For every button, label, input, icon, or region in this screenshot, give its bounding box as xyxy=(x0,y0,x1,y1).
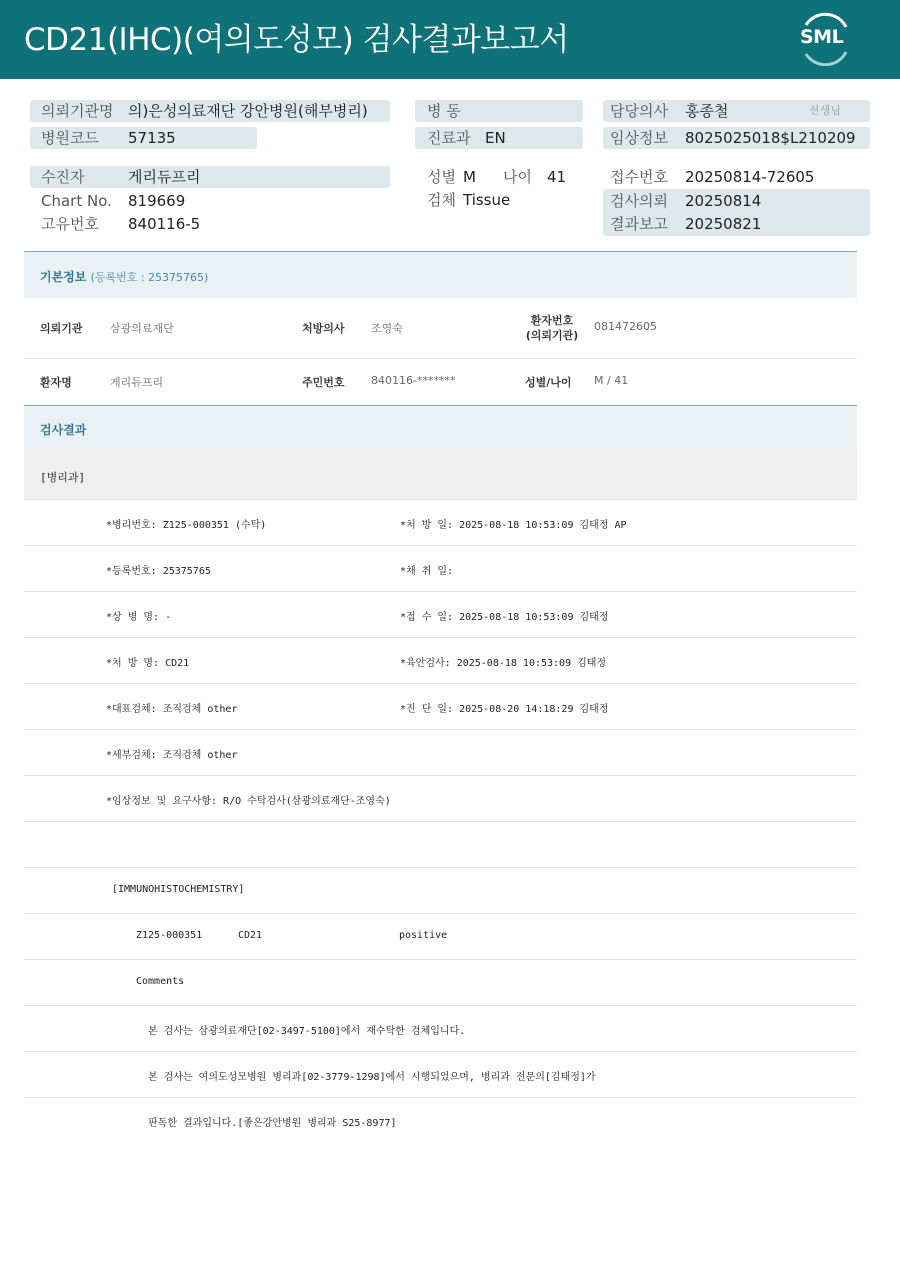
comment-line xyxy=(24,1098,857,1144)
result-line xyxy=(24,546,857,592)
unique-no-value: 840116-5 xyxy=(128,215,201,233)
chart-no-value: 819669 xyxy=(128,192,186,210)
result-line xyxy=(24,730,857,776)
report-date-value: 20250821 xyxy=(685,215,762,233)
ihc-result: positive xyxy=(399,930,448,941)
receipt-no-label: 접수번호 xyxy=(610,168,668,186)
basic-info-row-1 xyxy=(24,298,857,359)
date-box xyxy=(603,189,870,236)
report-date-field xyxy=(603,213,870,235)
result-line xyxy=(24,592,857,638)
ward-field xyxy=(415,100,583,122)
report-title: CD21(IHC)(여의도성모) 검사결과보고서 xyxy=(24,22,569,58)
ordering-institution-value: 의)은성의료재단 강안병원(해부병리) xyxy=(128,102,368,120)
unique-no-label: 고유번호 xyxy=(41,215,99,233)
unique-no-field xyxy=(30,213,390,235)
ihc-marker: CD21 xyxy=(238,930,263,941)
comments-label-line xyxy=(24,960,857,1006)
hospital-code-label: 병원코드 xyxy=(41,129,99,147)
basic-info-row-2 xyxy=(24,359,857,406)
doctor-field xyxy=(603,100,870,122)
patient-no-label xyxy=(525,313,579,343)
result-line xyxy=(24,500,857,546)
patient-name-label: 수진자 xyxy=(41,168,85,186)
resident-no-label: 주민번호 xyxy=(302,376,345,389)
age-value: 41 xyxy=(547,168,567,186)
specimen-value: Tissue xyxy=(463,191,511,209)
basic-info-header xyxy=(24,251,857,298)
results-title: 검사결과 xyxy=(40,423,87,437)
age-label: 나이 xyxy=(503,168,532,186)
patient-name-label-2: 환자명 xyxy=(40,376,72,389)
doctor-suffix: 선생님 xyxy=(809,104,841,117)
report-header-bar xyxy=(0,0,900,79)
result-line-left: *상 병 명: - xyxy=(106,612,172,623)
comment-line xyxy=(24,1052,857,1098)
patient-no-value: 081472605 xyxy=(594,320,657,333)
result-line-left: *세부검체: 조직검체 other xyxy=(106,750,238,761)
ordering-institution-label: 의뢰기관명 xyxy=(41,102,114,120)
dept-label: [병리과] xyxy=(40,471,86,484)
comment-text: 판독한 결과입니다.[좋은강안병원 병리과 S25-8977] xyxy=(148,1118,397,1129)
sex-value: M xyxy=(463,168,476,186)
patient-name-value: 게리듀프리 xyxy=(128,168,201,186)
result-line xyxy=(24,776,857,822)
clinical-info-label: 임상정보 xyxy=(610,129,668,147)
result-line-right: *접 수 일: 2025-08-18 10:53:09 김태정 xyxy=(400,612,609,623)
patient-name-value-2: 게리듀프리 xyxy=(110,376,164,389)
patient-no-label-line1: 환자번호 xyxy=(530,314,574,327)
hospital-code-field xyxy=(30,127,257,149)
doctor-value: 홍종철 xyxy=(685,102,729,120)
sex-age-field xyxy=(415,166,583,188)
comments-label: Comments xyxy=(136,976,185,987)
blank-line xyxy=(24,822,857,868)
result-line-left: *등록번호: 25375765 xyxy=(106,566,211,577)
ihc-header: [IMMUNOHISTOCHEMISTRY] xyxy=(112,884,245,895)
specimen-label: 검체 xyxy=(427,191,456,209)
sex-age-label: 성별/나이 xyxy=(525,376,572,389)
result-line xyxy=(24,638,857,684)
result-line-right: *처 방 일: 2025-08-18 10:53:09 김태정 AP xyxy=(400,520,627,531)
prescriber-label: 처방의사 xyxy=(302,322,345,335)
results-header xyxy=(24,406,857,453)
patient-no-label-line2: (의뢰기관) xyxy=(525,329,579,342)
institution-label: 의뢰기관 xyxy=(40,322,83,335)
result-line-left: *대표검체: 조직검체 other xyxy=(106,704,238,715)
sex-age-value: M / 41 xyxy=(594,374,629,387)
clinical-info-value: 8025025018$L210209 xyxy=(685,129,856,147)
hospital-code-value: 57135 xyxy=(128,129,176,147)
report-date-label: 결과보고 xyxy=(610,215,668,233)
patient-name-field xyxy=(30,166,390,188)
result-line-left: *처 방 명: CD21 xyxy=(106,658,190,669)
comment-line xyxy=(24,1006,857,1052)
ward-label: 병 동 xyxy=(427,102,461,120)
ihc-result-row xyxy=(24,914,857,960)
department-value: EN xyxy=(485,129,506,147)
result-line-right: *채 취 일: xyxy=(400,566,454,577)
basic-info-title: 기본정보 xyxy=(40,270,87,284)
result-line-left: *임상정보 및 요구사항: R/O 수탁검사(삼광의료재단-조영숙) xyxy=(106,796,391,807)
institution-value: 삼광의료재단 xyxy=(110,322,174,335)
dept-row xyxy=(24,453,857,500)
sml-logo-text: SML xyxy=(800,26,844,48)
result-line-right: *육안검사: 2025-08-18 10:53:09 김태정 xyxy=(400,658,607,669)
prescriber-value: 조영숙 xyxy=(371,322,403,335)
ihc-path-no: Z125-000351 xyxy=(136,930,203,941)
request-date-value: 20250814 xyxy=(685,192,762,210)
ordering-institution-field xyxy=(30,100,390,122)
comment-text: 본 검사는 여의도성모병원 병리과[02-3779-1298]에서 시행되었으며, 병리과 전문의[김태정]가 xyxy=(148,1072,596,1083)
result-line-right: *진 단 일: 2025-08-20 14:18:29 김태정 xyxy=(400,704,609,715)
department-field xyxy=(415,127,583,149)
result-line xyxy=(24,684,857,730)
clinical-info-field xyxy=(603,127,870,149)
department-label: 진료과 xyxy=(427,129,471,147)
chart-no-field xyxy=(30,190,390,212)
result-line-left: *병리번호: Z125-000351 (수탁) xyxy=(106,520,267,531)
request-date-label: 검사의뢰 xyxy=(610,192,668,210)
comment-text: 본 검사는 삼광의료재단[02-3497-5100]에서 재수탁한 검체입니다. xyxy=(148,1026,466,1037)
chart-no-label: Chart No. xyxy=(41,192,112,210)
receipt-no-value: 20250814-72605 xyxy=(685,168,815,186)
specimen-field xyxy=(415,189,583,211)
ihc-header-line xyxy=(24,868,857,914)
basic-info-reg-no: (등록번호 : 25375765) xyxy=(90,271,209,284)
resident-no-value: 840116-******* xyxy=(371,374,456,387)
request-date-field xyxy=(603,190,870,212)
receipt-no-field xyxy=(603,166,870,188)
sex-label: 성별 xyxy=(427,168,456,186)
doctor-label: 담당의사 xyxy=(610,102,668,120)
